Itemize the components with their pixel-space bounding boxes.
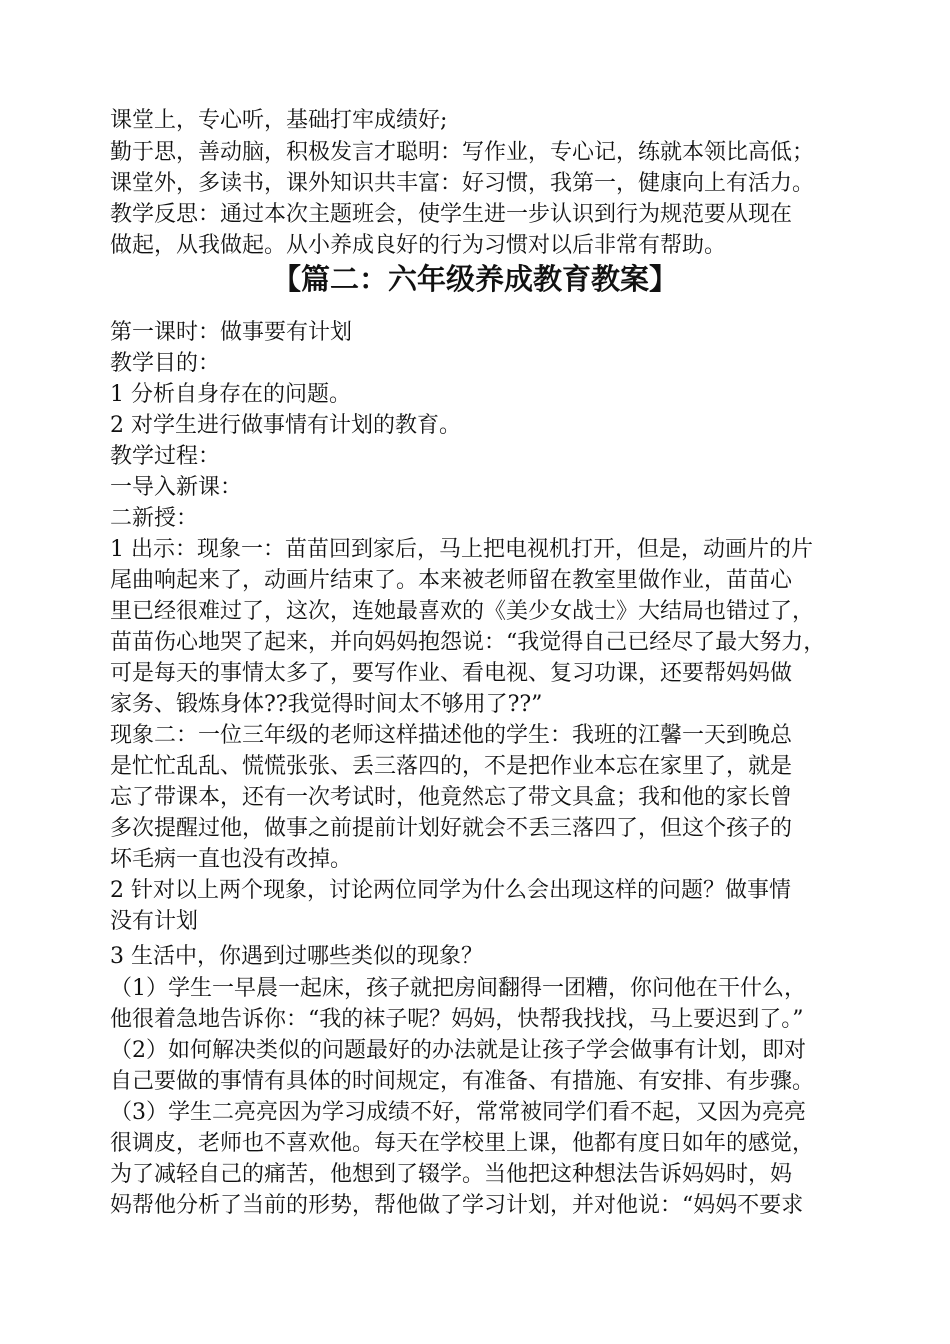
- text-line: 里已经很难过了，这次，连她最喜欢的《美少女战士》大结局也错过了，: [110, 599, 815, 624]
- text-line: 1 分析自身存在的问题。: [110, 382, 351, 407]
- text-line: 为了减轻自己的痛苦，他想到了辍学。当他把这种想法告诉妈妈时，妈: [110, 1162, 793, 1187]
- text-line: （1）学生一早晨一起床，孩子就把房间翻得一团糟，你问他在干什么，: [110, 976, 806, 1001]
- text-line: 他很着急地告诉你：“我的袜子呢？妈妈，快帮我找找，马上要迟到了。”: [110, 1007, 804, 1032]
- text-line: 教学目的：: [110, 351, 221, 376]
- text-line: 2 针对以上两个现象，讨论两位同学为什么会出现这样的问题？做事情: [110, 878, 791, 903]
- text-line: 坏毛病一直也没有改掉。: [110, 847, 353, 872]
- text-line: 课堂外，多读书，课外知识共丰富：好习惯，我第一，健康向上有活力。: [110, 171, 815, 196]
- text-line: 家务、锻炼身体??我觉得时间太不够用了??”: [110, 692, 543, 717]
- section-heading: 【篇二：六年级养成教育教案】: [271, 262, 678, 296]
- text-line: 教学反思：通过本次主题班会，使学生进一步认识到行为规范要从现在: [110, 202, 793, 227]
- text-line: 现象二：一位三年级的老师这样描述他的学生：我班的江馨一天到晚总: [110, 723, 793, 748]
- text-line: （2）如何解决类似的问题最好的办法就是让孩子学会做事有计划，即对: [110, 1038, 806, 1063]
- text-line: 二新授：: [110, 506, 199, 531]
- text-line: 一导入新课：: [110, 475, 243, 500]
- text-line: 很调皮，老师也不喜欢他。每天在学校里上课，他都有度日如年的感觉，: [110, 1131, 815, 1156]
- text-line: 3 生活中，你遇到过哪些类似的现象？: [110, 944, 483, 969]
- text-line: 教学过程：: [110, 444, 221, 469]
- text-line: （3）学生二亮亮因为学习成绩不好，常常被同学们看不起，又因为亮亮: [110, 1100, 806, 1125]
- text-line: 第一课时：做事要有计划: [110, 320, 353, 345]
- text-line: 1 出示：现象一：苗苗回到家后，马上把电视机打开，但是，动画片的片: [110, 537, 813, 562]
- text-line: 自己要做的事情有具体的时间规定，有准备、有措施、有安排、有步骤。: [110, 1069, 815, 1094]
- text-line: 做起，从我做起。从小养成良好的行为习惯对以后非常有帮助。: [110, 233, 727, 258]
- text-line: 课堂上，专心听，基础打牢成绩好;: [110, 108, 448, 133]
- text-line: 没有计划: [110, 909, 199, 934]
- text-line: 忘了带课本，还有一次考试时，他竟然忘了带文具盒；我和他的家长曾: [110, 785, 793, 810]
- text-line: 勤于思，善动脑，积极发言才聪明：写作业，专心记，练就本领比高低；: [110, 140, 815, 165]
- text-line: 尾曲响起来了，动画片结束了。本来被老师留在教室里做作业，苗苗心: [110, 568, 793, 593]
- text-line: 可是每天的事情太多了，要写作业、看电视、复习功课，还要帮妈妈做: [110, 661, 793, 686]
- text-line: 苗苗伤心地哭了起来，并向妈妈抱怨说：“我觉得自己已经尽了最大努力，: [110, 630, 826, 655]
- text-line: 妈帮他分析了当前的形势，帮他做了学习计划，并对他说：“妈妈不要求: [110, 1193, 804, 1218]
- text-line: 多次提醒过他，做事之前提前计划好就会不丢三落四了，但这个孩子的: [110, 816, 793, 841]
- text-line: 是忙忙乱乱、慌慌张张、丢三落四的，不是把作业本忘在家里了，就是: [110, 754, 793, 779]
- text-line: 2 对学生进行做事情有计划的教育。: [110, 413, 461, 438]
